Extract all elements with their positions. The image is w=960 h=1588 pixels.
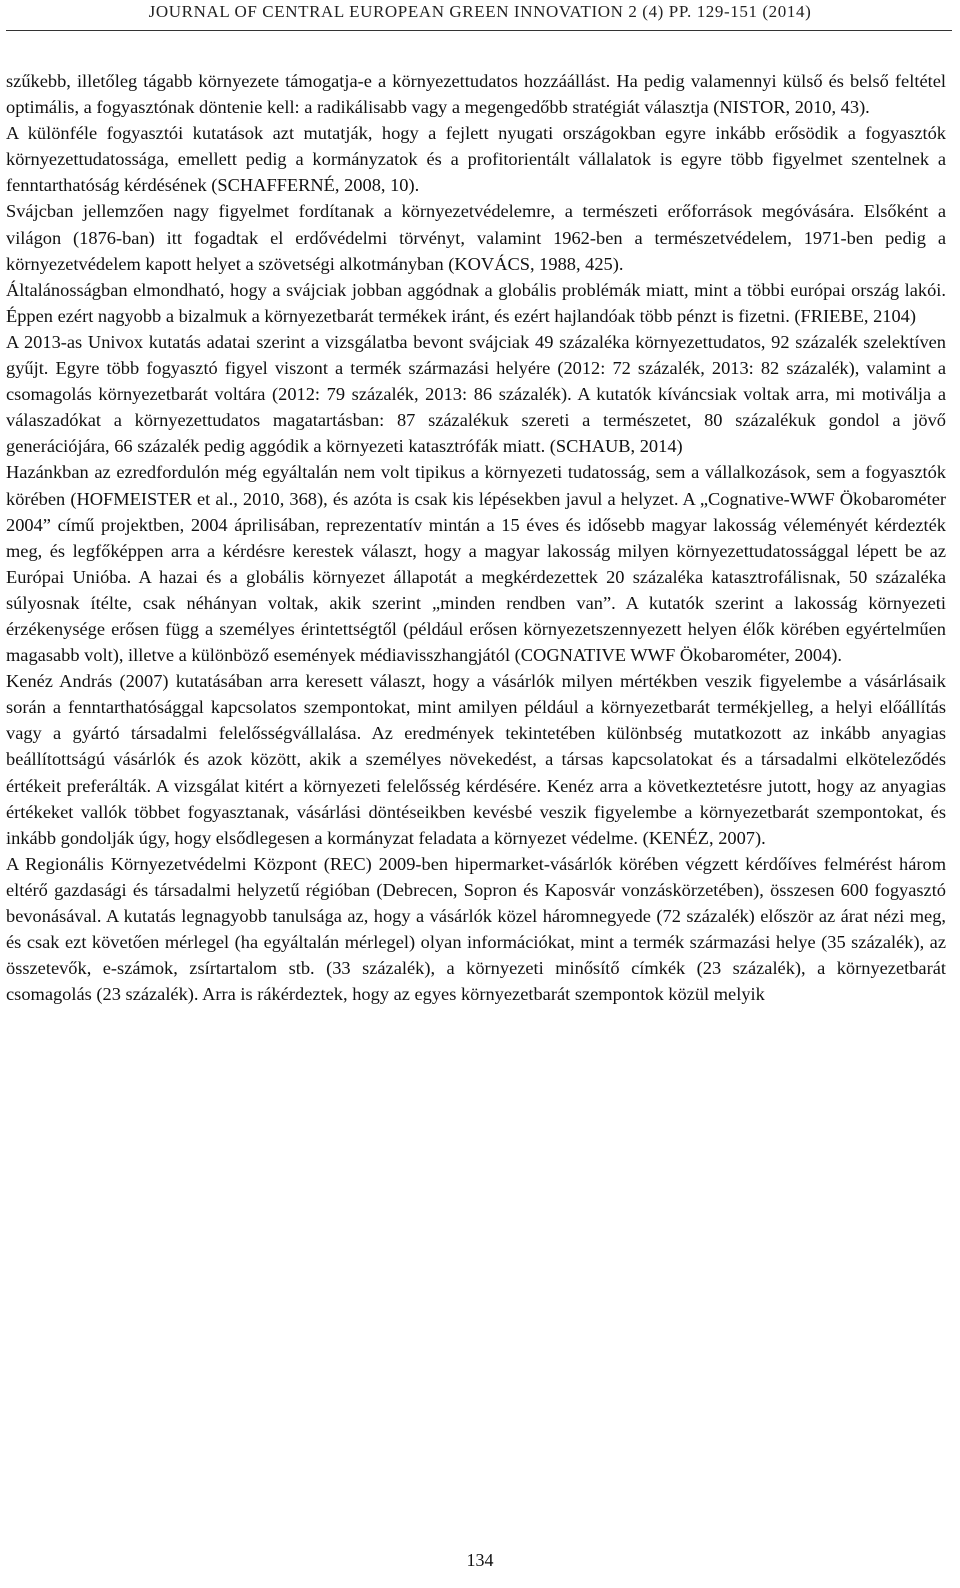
paragraph: Svájcban jellemzően nagy figyelmet fordítanak a környezetvédelemre, a természeti erőforrások megóvására. Elsőként a világon (1876-ban) itt fogadtak el erdővédelmi törvényt, valamint 1962-ben a természetvédelem, 1971-ben pedig a környezetvédelem kapott helyet a szövetségi alkotmányban (KOVÁCS, 1988, 425).: [6, 201, 946, 274]
article-body: [6, 68, 946, 1007]
paragraph: szűkebb, illetőleg tágabb környezete támogatja-e a környezettudatos hozzáállást. Ha pedig valamennyi külső és belső feltétel optimális, a fogyasztónak döntenie kell: a radikálisabb vagy a megengedőbb stratégiát választja (NISTOR, 2010, 43).: [6, 71, 946, 118]
paragraph: A 2013-as Univox kutatás adatai szerint a vizsgálatba bevont svájciak 49 százaléka környezettudatos, 92 százalék szelektíven gyűjt. Egyre több fogyasztó figyel viszont a termék származási helyére (2012: 72 százalék, 2013: 82 százalék), valamint a csomagolás környezetbarát voltára (2012: 79 százalék, 2013: 86 százalék). A kutatók kíváncsiak voltak arra, mi motiválja a válaszadókat a környezettudatos magatartásban: 87 százalékuk szereti a természetet, 80 százalékuk gondol a jövő generációjára, 66 százalék pedig aggódik a környezeti katasztrófák miatt. (SCHAUB, 2014): [6, 331, 946, 457]
page-number: 134: [466, 1550, 494, 1570]
running-head: JOURNAL OF CENTRAL EUROPEAN GREEN INNOVATION 2 (4) PP. 129-151 (2014): [148, 2, 812, 21]
paragraph: Hazánkban az ezredfordulón még egyáltalán nem volt tipikus a környezeti tudatosság, sem a vállalkozások, sem a fogyasztók körében (HOFMEISTER et al., 2010, 368), és azóta is csak kis lépésekben javul a helyzet. A „Cognative-WWF Ökobarométer 2004” című projektben, 2004 áprilisában, reprezentatív mintán a 15 éves és idősebb magyar lakosság véleményét kérdezték meg, és legfőképpen arra a kérdésre kerestek választ, hogy a magyar lakosság milyen környezettudatossággal lépett be az Európai Unióba. A hazai és a globális környezet állapotát a megkérdezettek 20 százaléka katasztrofálisnak, 50 százaléka súlyosnak ítélte, csak néhányan voltak, akik szerint „minden rendben van”. A kutatók szerint a lakosság környezeti érzékenysége erősen függ a személyes érintettségtől (például erősen környezetszennyezett helyen élők körében egyértelműen magasabb volt), illetve a különböző események médiavisszhangjától (COGNATIVE WWF Ökobarométer, 2004).: [6, 462, 946, 666]
paragraph: A különféle fogyasztói kutatások azt mutatják, hogy a fejlett nyugati országokban egyre inkább erősödik a fogyasztók környezettudatossága, emellett pedig a kormányzatok és a profitorientált vállalatok is egyre több figyelmet szentelnek a fenntarthatóság kérdésének (SCHAFFERNÉ, 2008, 10).: [6, 123, 946, 196]
paragraph: Kenéz András (2007) kutatásában arra keresett választ, hogy a vásárlók milyen mértékben veszik figyelembe a vásárlásaik során a fenntarthatósággal kapcsolatos szempontokat, mint amilyen például a környezetbarát termékjelleg, a helyi előállítás vagy a gyártó társadalmi felelősségvállalása. Az eredmények tekintetében különbség mutatkozott az inkább anyagias beállítottságú vásárlók és azok között, akik a személyes növekedést, a társas kapcsolatokat és a társadalmi elköteleződés értékeit preferálták. A vizsgálat kitért a környezeti felelősség kérdésére. Kenéz arra a következtetésre jutott, hogy az anyagias értékeket vallók többet fogyasztanak, vásárlási döntéseikben kevésbé veszik figyelembe a környezetbarát szempontokat, és inkább gondolják úgy, hogy elsődlegesen a kormányzat feladata a környezet védelme. (KENÉZ, 2007).: [6, 671, 946, 848]
paragraph: A Regionális Környezetvédelmi Központ (REC) 2009-ben hipermarket-vásárlók körében végzett kérdőíves felmérést három eltérő gazdasági és társadalmi helyzetű régióban (Debrecen, Sopron és Kaposvár vonzáskörzetében), összesen 600 fogyasztó bevonásával. A kutatás legnagyobb tanulsága az, hogy a vásárlók közel háromnegyede (72 százalék) először az árat nézi meg, és csak ezt követően mérlegel (ha egyáltalán mérlegel) olyan információkat, mint a termék származási helye (35 százalék), az összetevők, e-számok, zsírtartalom stb. (33 százalék), a környezeti minősítő címkék (23 százalék), a környezetbarát csomagolás (23 százalék). Arra is rákérdeztek, hogy az egyes környezetbarát szempontok közül melyik: [6, 853, 946, 1005]
header-divider: [6, 30, 952, 31]
paragraph: Általánosságban elmondható, hogy a svájciak jobban aggódnak a globális problémák miatt, mint a többi európai ország lakói. Éppen ezért nagyobb a bizalmuk a környezetbarát termékek iránt, és ezért hajlandóak több pénzt is fizetni. (FRIEBE, 2104): [6, 279, 946, 326]
